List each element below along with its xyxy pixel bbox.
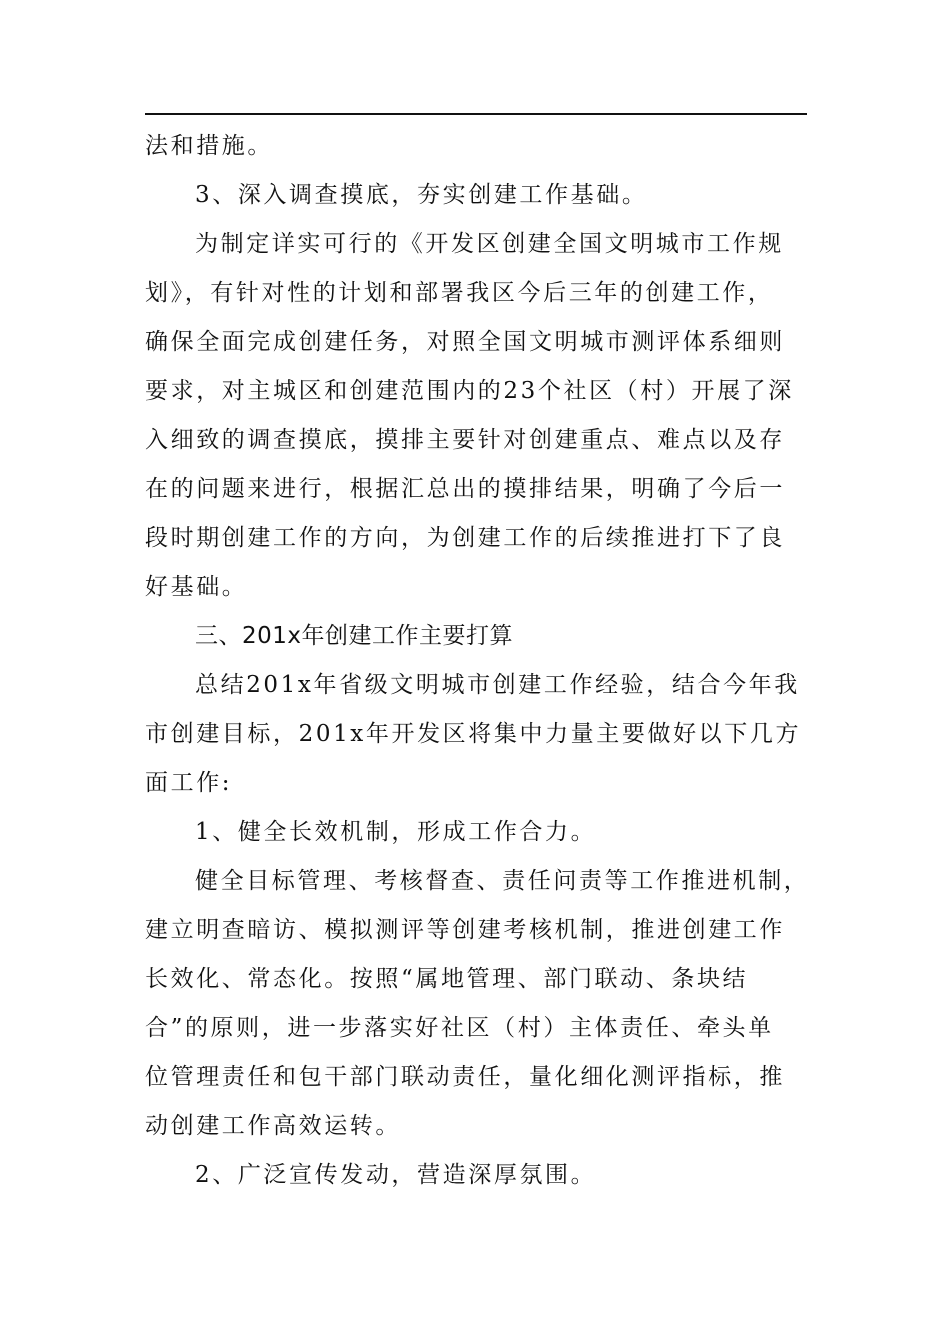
text-line: 建立明查暗访、模拟测评等创建考核机制，推进创建工作: [145, 917, 785, 943]
text-line: 段时期创建工作的方向，为创建工作的后续推进打下了良: [145, 525, 785, 551]
section-subheading: 3、深入调查摸底，夯实创建工作基础。: [195, 182, 648, 208]
section-subheading: 2、广泛宣传发动，营造深厚氛围。: [195, 1162, 597, 1188]
text-line: 位管理责任和包干部门联动责任，量化细化测评指标，推: [145, 1064, 785, 1090]
section-subheading: 1、健全长效机制，形成工作合力。: [195, 819, 597, 845]
text-line: 合”的原则，进一步落实好社区（村）主体责任、牵头单: [145, 1015, 774, 1041]
text-line: 市创建目标，201x年开发区将集中力量主要做好以下几方: [145, 721, 802, 747]
text-line: 动创建工作高效运转。: [145, 1113, 401, 1139]
text-line: 面工作:: [145, 770, 233, 796]
text-line: 总结201x年省级文明城市创建工作经验，结合今年我: [195, 672, 800, 698]
text-line: 为制定详实可行的《开发区创建全国文明城市工作规: [195, 231, 784, 257]
text-line: 健全目标管理、考核督查、责任问责等工作推进机制，: [195, 868, 810, 894]
text-line: 好基础。: [145, 574, 248, 600]
text-line: 在的问题来进行，根据汇总出的摸排结果，明确了今后一: [145, 476, 785, 502]
text-line: 法和措施。: [145, 133, 273, 159]
text-line: 入细致的调查摸底，摸排主要针对创建重点、难点以及存: [145, 427, 785, 453]
body-text: [145, 122, 810, 1200]
text-line: 划》，有针对性的计划和部署我区今后三年的创建工作，: [145, 280, 774, 306]
text-line: 确保全面完成创建任务，对照全国文明城市测评体系细则: [145, 329, 785, 355]
text-line: 长效化、常态化。按照“属地管理、部门联动、条块结: [145, 966, 749, 992]
text-line: 要求，对主城区和创建范围内的23个社区（村）开展了深: [145, 378, 794, 404]
header-rule: [145, 113, 807, 115]
section-heading: 三、201x年创建工作主要打算: [195, 623, 514, 649]
